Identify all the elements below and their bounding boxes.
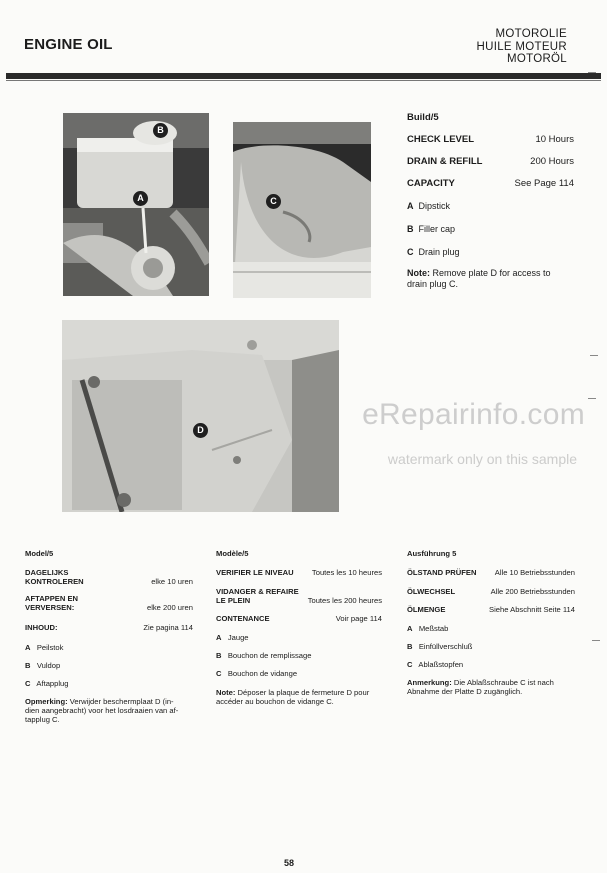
french-capacity: CONTENANCE Voir page 114 <box>216 614 382 623</box>
check-level-label: CHECK LEVEL <box>407 134 475 145</box>
callout-d: D <box>193 423 208 438</box>
page-number: 58 <box>284 858 295 868</box>
dutch-capacity: INHOUD: Zie pagina 114 <box>25 623 193 632</box>
header-rule-thin <box>6 80 601 81</box>
drain-refill-label: DRAIN & REFILL <box>407 156 483 167</box>
callout-b: B <box>153 123 168 138</box>
cover-plate-illustration <box>62 320 339 512</box>
dutch-check: DAGELIJKS KONTROLEREN elke 10 uren <box>25 568 193 586</box>
english-note: Note: Remove plate D for access to drain plug C. <box>407 268 551 289</box>
page-title: ENGINE OIL <box>24 36 113 53</box>
margin-tick <box>592 640 600 641</box>
title-dutch: MOTOROLIE <box>495 28 567 40</box>
capacity-value: See Page 114 <box>514 178 574 189</box>
translated-titles <box>477 28 568 66</box>
dutch-item-b: B Vuldop <box>25 661 61 670</box>
english-item-a: A Dipstick <box>407 201 451 211</box>
margin-tick <box>588 72 596 73</box>
french-drain: VIDANGER & REFAIRE LE PLEIN Toutes les 200 heures <box>216 587 382 605</box>
french-item-c: C Bouchon de vidange <box>216 669 298 678</box>
dutch-item-a: A Peilstok <box>25 643 64 652</box>
german-note: Anmerkung: Die Ablaßschraube C ist nach Abnahme der Platte D zugänglich. <box>407 678 554 696</box>
dutch-item-c: C Aftapplug <box>25 679 69 688</box>
german-column <box>407 549 575 729</box>
watermark-brand: eRepairinfo.com <box>362 398 585 431</box>
dutch-note: Opmerking: Verwijder beschermplaat D (in- dien aangebracht) voor het losdraaien van af- tapplug C. <box>25 697 179 724</box>
english-item-b: B Filler cap <box>407 224 456 234</box>
german-check: ÖLSTAND PRÜFEN Alle 10 Betriebsstunden <box>407 568 575 577</box>
german-item-a: A Meßstab <box>407 624 449 633</box>
german-drain: ÖLWECHSEL Alle 200 Betriebsstunden <box>407 587 575 596</box>
french-model: Modèle/5 <box>216 549 249 558</box>
margin-tick <box>590 355 598 356</box>
drain-refill-value: 200 Hours <box>530 156 574 167</box>
dutch-drain: AFTAPPEN EN VERVERSEN: elke 200 uren <box>25 594 193 612</box>
watermark-notice: watermark only on this sample <box>387 451 577 467</box>
english-spec: Build/5 CHECK LEVEL 10 Hours DRAIN & REFILL 200 Hours CAPACITY See Page 114 A Dipstick B Filler cap C Drain plug Note: Remove plate D for access to drain plug C. <box>407 112 574 289</box>
french-item-a: A Jauge <box>216 633 249 642</box>
german-model: Ausführung 5 <box>407 549 457 558</box>
french-check: VERIFIER LE NIVEAU Toutes les 10 heures <box>216 568 382 577</box>
french-note: Note: Déposer la plaque de fermeture D pour accéder au bouchon de vidange C. <box>216 688 370 706</box>
check-level-value: 10 Hours <box>535 134 574 145</box>
capacity-label: CAPACITY <box>407 178 455 189</box>
photo-cover-plate <box>62 320 339 512</box>
german-capacity: ÖLMENGE Siehe Abschnitt Seite 114 <box>407 605 575 614</box>
dutch-column <box>25 549 193 729</box>
dutch-model: Model/5 <box>25 549 54 558</box>
callout-a: A <box>133 191 148 206</box>
french-column <box>216 549 382 729</box>
callout-c: C <box>266 194 281 209</box>
photo-engine-top <box>63 113 209 296</box>
title-german: MOTORÖL <box>506 53 567 65</box>
margin-tick <box>588 398 596 399</box>
photo-drain-plug <box>233 122 371 298</box>
header-rule <box>6 73 601 79</box>
drain-plug-illustration <box>233 122 371 298</box>
german-item-b: B Einfüllverschluß <box>407 642 473 651</box>
english-item-c: C Drain plug <box>407 247 460 257</box>
title-french: HUILE MOTEUR <box>476 40 567 53</box>
french-item-b: B Bouchon de remplissage <box>216 651 312 660</box>
german-item-c: C Ablaßstopfen <box>407 660 464 669</box>
